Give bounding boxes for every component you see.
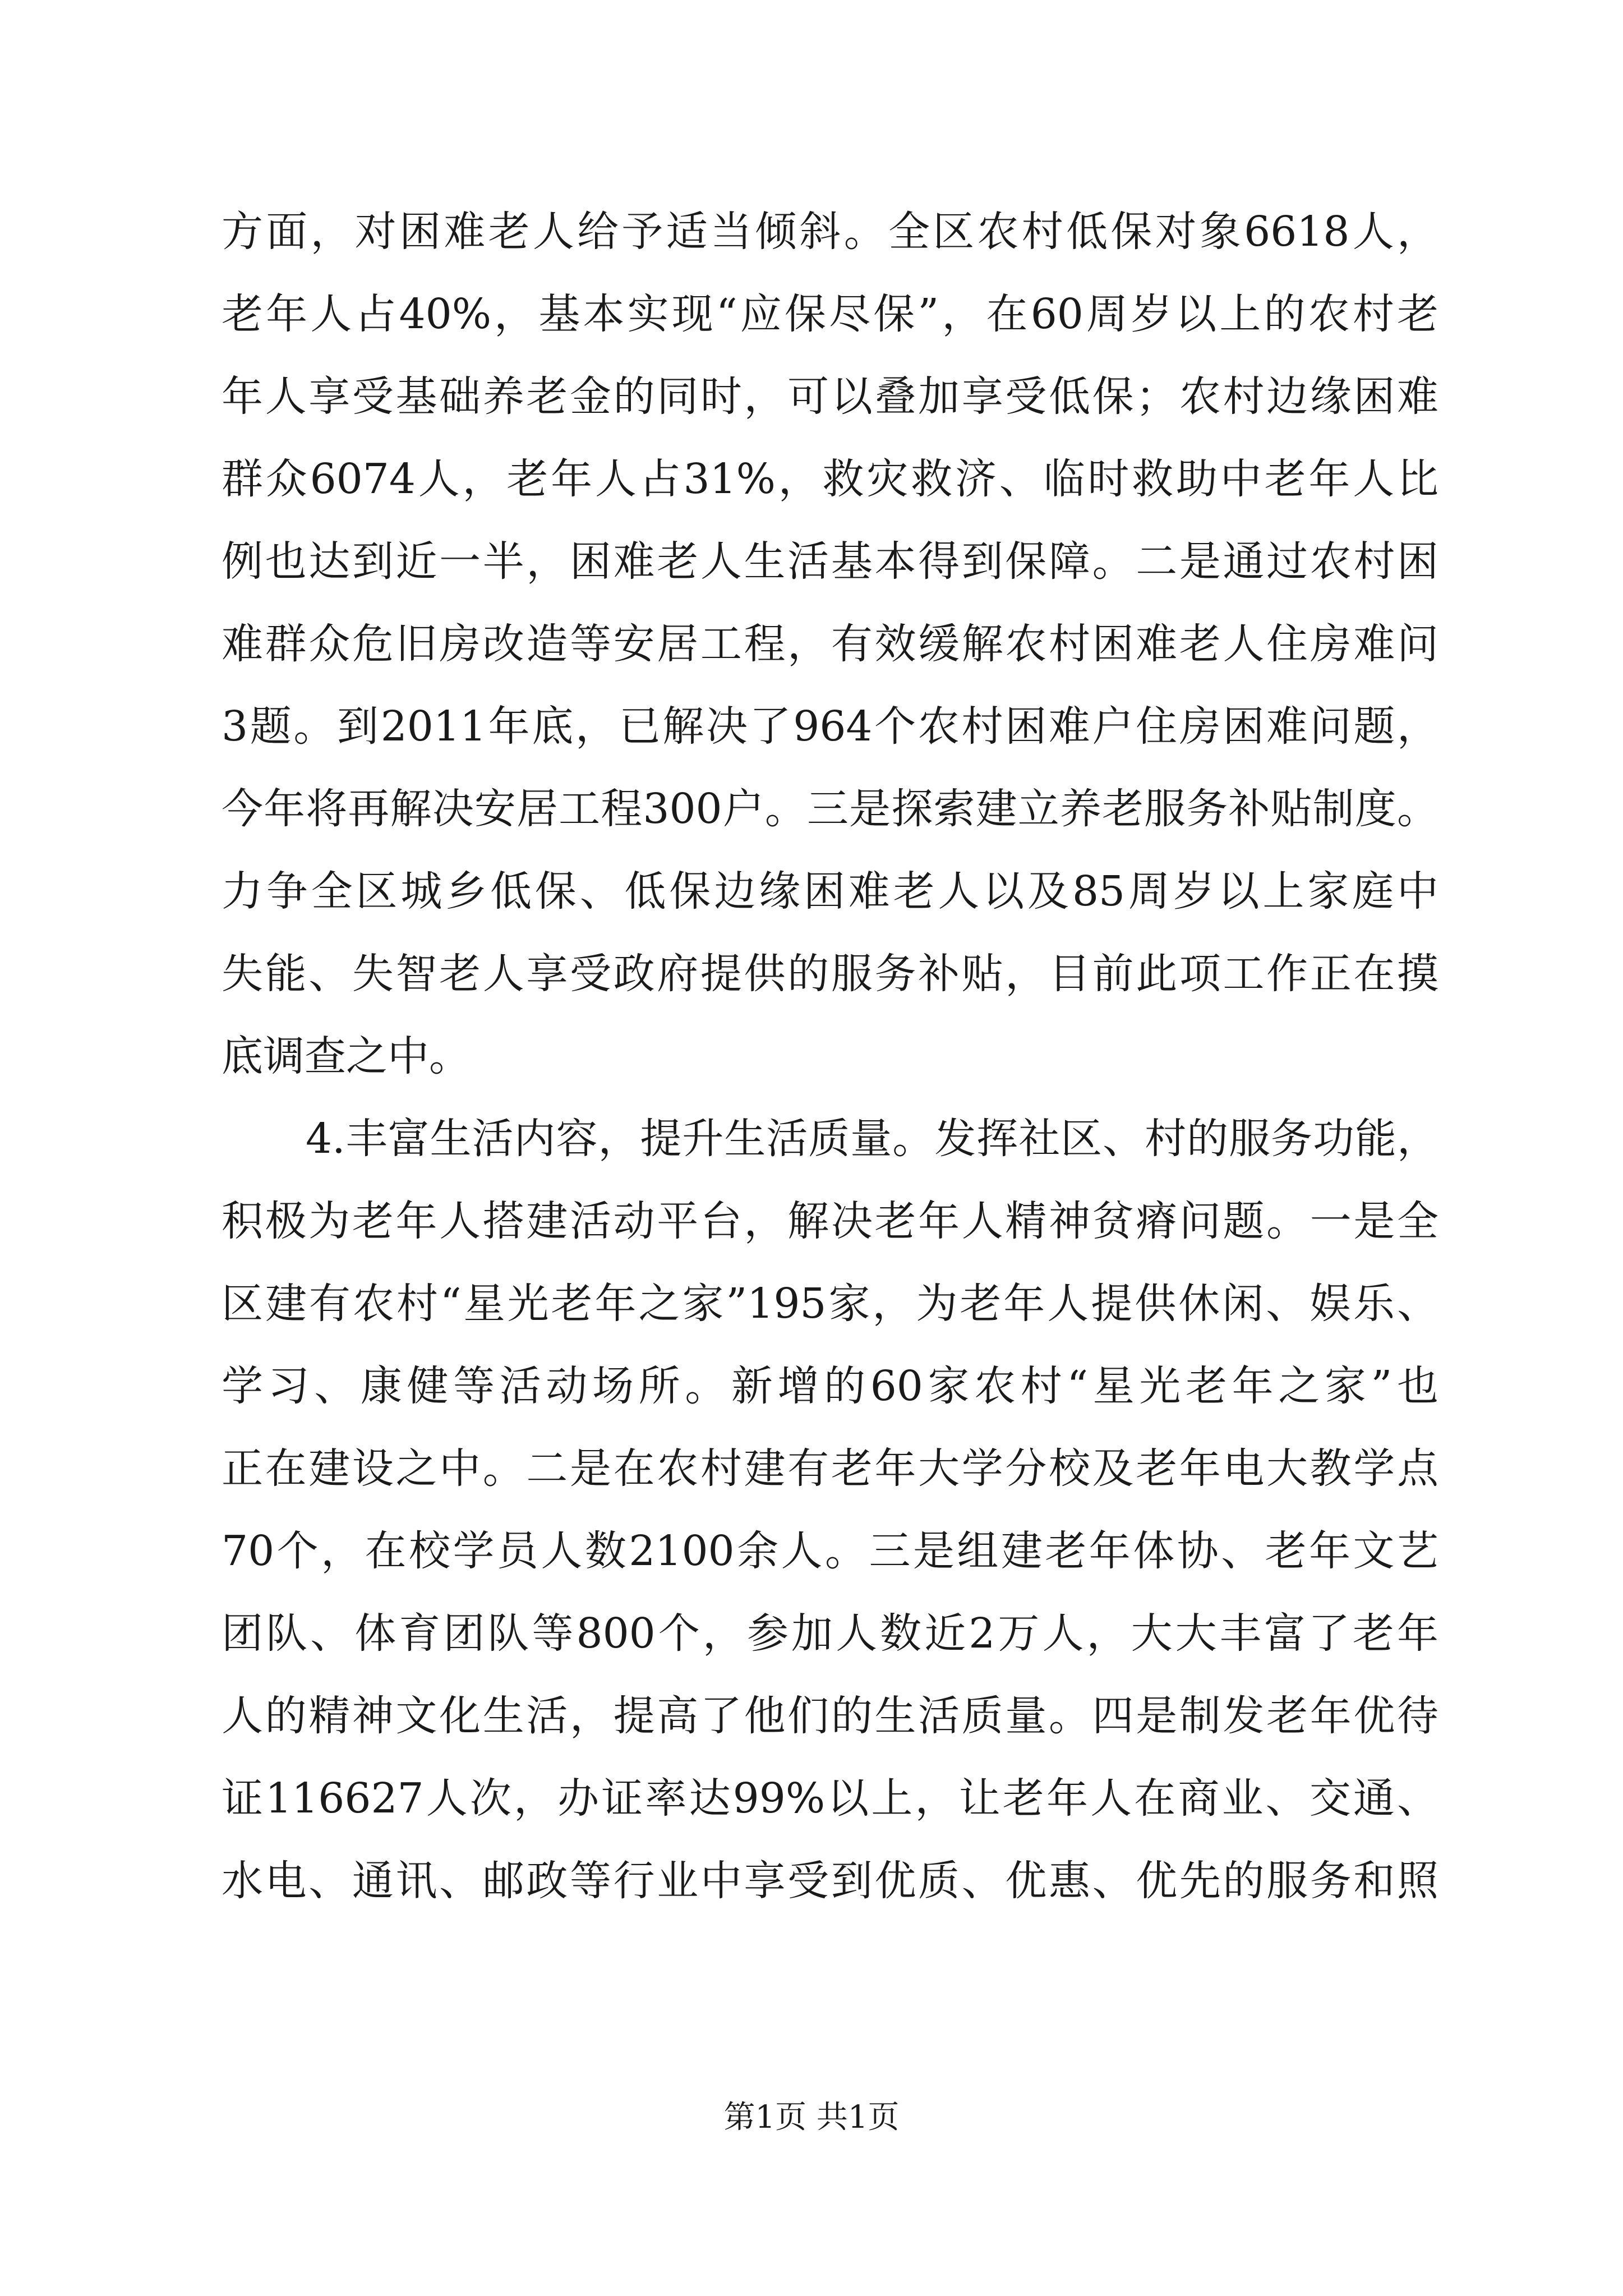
text-line: 方面，对困难老人给予适当倾斜。全区农村低保对象6618人，	[222, 208, 1438, 256]
text-line: 底调查之中。	[222, 1032, 471, 1080]
text-line: 水电、通讯、邮政等行业中享受到优质、优惠、优先的服务和照	[222, 1857, 1438, 1905]
text-line: 积极为老年人搭建活动平台，解决老年人精神贫瘠问题。一是全	[222, 1197, 1438, 1245]
text-line: 学习、康健等活动场所。新增的60家农村“星光老年之家”也	[222, 1362, 1438, 1410]
text-line: 群众6074人，老年人占31%，救灾救济、临时救助中老年人比	[222, 455, 1438, 503]
text-line: 4.丰富生活内容，提升生活质量。发挥社区、村的服务功能，	[306, 1115, 1438, 1163]
text-line: 人的精神文化生活，提高了他们的生活质量。四是制发老年优待	[222, 1692, 1438, 1740]
text-line: 年人享受基础养老金的同时，可以叠加享受低保；农村边缘困难	[222, 372, 1438, 421]
text-line: 70个，在校学员人数2100余人。三是组建老年体协、老年文艺	[222, 1527, 1438, 1575]
text-line: 3题。到2011年底，已解决了964个农村困难户住房困难问题，	[222, 702, 1438, 751]
text-line: 团队、体育团队等800个，参加人数近2万人，大大丰富了老年	[222, 1609, 1438, 1658]
text-line: 力争全区城乡低保、低保边缘困难老人以及85周岁以上家庭中	[222, 867, 1438, 915]
text-line: 老年人占40%，基本实现“应保尽保”，在60周岁以上的农村老	[222, 290, 1438, 338]
text-line: 证116627人次，办证率达99%以上，让老年人在商业、交通、	[222, 1774, 1438, 1823]
text-line: 失能、失智老人享受政府提供的服务补贴，目前此项工作正在摸	[222, 950, 1438, 998]
body-text	[222, 191, 1438, 1922]
text-line: 正在建设之中。二是在农村建有老年大学分校及老年电大教学点	[222, 1444, 1438, 1493]
text-line: 难群众危旧房改造等安居工程，有效缓解农村困难老人住房难问	[222, 620, 1438, 668]
page-footer: 第1页 共1页	[723, 2099, 900, 2136]
text-line: 例也达到近一半，困难老人生活基本得到保障。二是通过农村困	[222, 537, 1438, 586]
text-line: 区建有农村“星光老年之家”195家，为老年人提供休闲、娱乐、	[222, 1280, 1438, 1328]
text-line: 今年将再解决安居工程300户。三是探索建立养老服务补贴制度。	[222, 785, 1438, 833]
